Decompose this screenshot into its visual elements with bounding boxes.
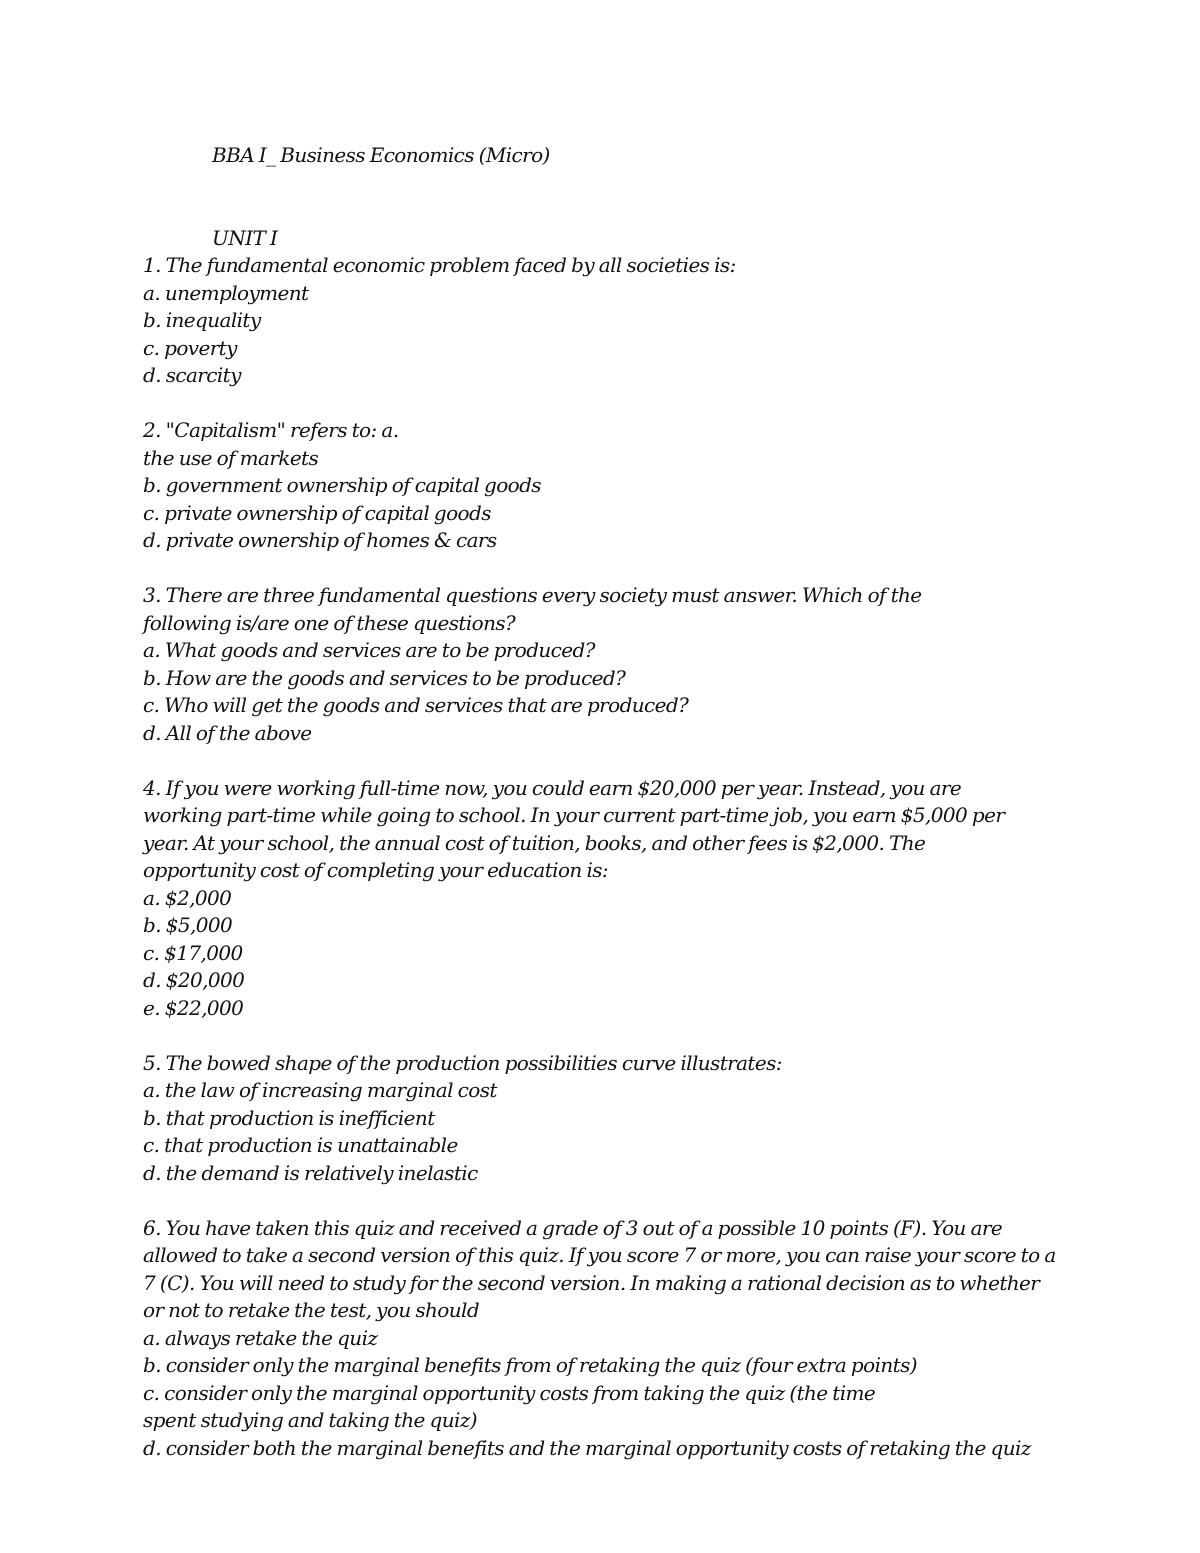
spacer <box>143 1022 1083 1050</box>
option-b: b. consider only the marginal benefits from of retaking the quiz (four extra points) <box>143 1353 917 1377</box>
question-3 <box>143 582 1083 747</box>
question-text: 5. The bowed shape of the production possibilities curve illustrates: <box>143 1050 782 1075</box>
option-c: c. consider only the marginal opportunity costs from taking the quiz (the time <box>143 1380 876 1405</box>
question-text: allowed to take a second version of this quiz. If you score 7 or more, you can raise your score to a <box>143 1243 1056 1267</box>
question-text: or not to retake the test, you should <box>143 1298 480 1322</box>
spacer <box>143 747 1083 775</box>
question-text: year. At your school, the annual cost of tuition, books, and other fees is $2,000. The <box>143 830 926 855</box>
question-4 <box>143 775 1083 1023</box>
question-text: 4. If you were working full-time now, you could earn $20,000 per year. Instead, you are <box>143 775 962 800</box>
question-text: 7 (C). You will need to study for the second version. In making a rational decision as to whether <box>143 1270 1040 1295</box>
question-6 <box>143 1215 1083 1463</box>
unit-title: UNIT I <box>212 225 278 250</box>
spacer <box>143 390 1083 418</box>
option-a: a. What goods and services are to be produced? <box>143 638 595 662</box>
option-a: the use of markets <box>143 445 319 470</box>
question-5 <box>143 1050 1083 1188</box>
option-c-continued: spent studying and taking the quiz) <box>143 1408 477 1432</box>
option-c: c. Who will get the goods and services that are produced? <box>143 693 689 717</box>
option-a: a. $2,000 <box>143 885 232 910</box>
option-a: a. the law of increasing marginal cost <box>143 1078 497 1102</box>
option-b: b. How are the goods and services to be produced? <box>143 665 626 690</box>
option-c: c. private ownership of capital goods <box>143 500 491 525</box>
question-text: 1. The fundamental economic problem faced by all societies is: <box>143 253 736 277</box>
question-text: 6. You have taken this quiz and received a grade of 3 out of a possible 10 points (F). You are <box>143 1215 1003 1240</box>
option-d: d. scarcity <box>143 363 241 387</box>
option-d: d. $20,000 <box>143 968 245 992</box>
question-2 <box>143 417 1083 555</box>
question-text: following is/are one of these questions? <box>143 610 516 635</box>
course-title: BBA I_ Business Economics (Micro) <box>212 143 550 167</box>
spacer <box>143 555 1083 583</box>
option-b: b. that production is inefficient <box>143 1105 435 1130</box>
option-a: a. always retake the quiz <box>143 1325 378 1350</box>
option-a: a. unemployment <box>143 280 309 305</box>
option-c: c. that production is unattainable <box>143 1133 458 1157</box>
option-b: b. inequality <box>143 308 261 332</box>
question-text: 2. "Capitalism" refers to: a. <box>143 418 399 442</box>
option-d: d. private ownership of homes & cars <box>143 528 497 552</box>
spacer <box>143 1187 1083 1215</box>
question-1 <box>143 252 1083 390</box>
question-text: working part-time while going to school. In your current part-time job, you earn $5,000 per <box>143 803 1005 827</box>
question-text: opportunity cost of completing your education is: <box>143 858 609 882</box>
option-d: d. All of the above <box>143 720 312 745</box>
question-text: 3. There are three fundamental questions every society must answer. Which of the <box>143 583 922 607</box>
option-d: d. consider both the marginal benefits and the marginal opportunity costs of retaking the quiz <box>143 1435 1031 1460</box>
option-c: c. poverty <box>143 335 237 360</box>
option-e: e. $22,000 <box>143 995 244 1020</box>
option-b: b. government ownership of capital goods <box>143 473 541 497</box>
option-d: d. the demand is relatively inelastic <box>143 1160 478 1185</box>
option-b: b. $5,000 <box>143 913 233 937</box>
option-c: c. $17,000 <box>143 940 243 965</box>
document-body <box>143 142 1083 1462</box>
